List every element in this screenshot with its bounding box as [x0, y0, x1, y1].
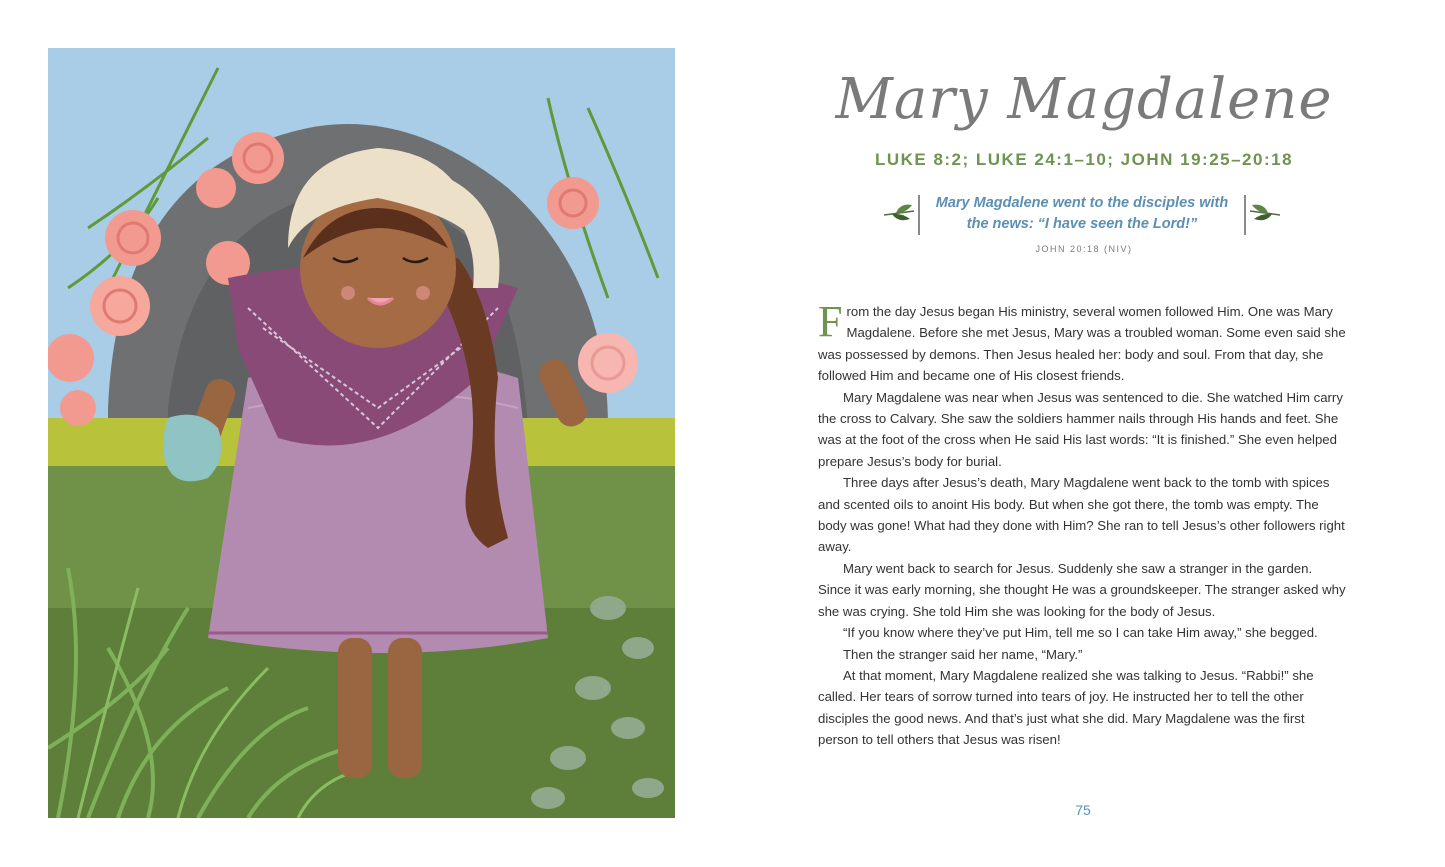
scripture-references: LUKE 8:2; LUKE 24:1–10; JOHN 19:25–20:18: [874, 150, 1294, 169]
paragraph: From the day Jesus began His ministry, several women followed Him. One was Mary Magdalene. Before she met Jesus, Mary was a troubled woman. Some even said she was possessed by demons. Then Jesus healed her: body and soul. From that day, she followed Him and became one of His closest friends.: [818, 297, 1346, 384]
verse-citation: JOHN 20:18 (NIV): [1035, 244, 1133, 254]
paragraph: “If you know where they’ve put Him, tell me so I can take Him away,” she begged.: [843, 625, 1318, 641]
story-body: [818, 297, 1348, 751]
paragraph: Mary went back to search for Jesus. Suddenly she saw a stranger in the garden. Since it was early morning, she thought He was a groundskeeper. The stranger asked why she was crying. She told Him she was looking for the body of Jesus.: [818, 560, 1346, 619]
key-verse: [882, 193, 1282, 239]
paragraph: Mary Magdalene was near when Jesus was sentenced to die. She watched Him carry the cross to Calvary. She saw the soldiers hammer nails through His hands and feet. She was at the foot of the cross when He said His last words: “It is finished.” She even helped prepare Jesus’s body for burial.: [818, 389, 1343, 469]
quote-divider-right: [1244, 195, 1246, 235]
paragraph: Then the stranger said her name, “Mary.”: [843, 646, 1083, 662]
leaf-sprig-icon: [1248, 203, 1282, 228]
drop-cap: F: [818, 297, 843, 346]
key-verse-text: Mary Magdalene went to the disciples with the news: “I have seen the Lord!”: [935, 195, 1229, 232]
doll-illustration: [48, 48, 675, 818]
doll-photo: [48, 48, 675, 818]
page-number: 75: [1075, 802, 1091, 818]
quote-divider-left: [918, 195, 920, 235]
paragraph: Three days after Jesus’s death, Mary Magdalene went back to the tomb with spices and scented oils to anoint His body. But when she got there, the tomb was empty. The body was gone! What had they done with Him? She ran to tell Jesus’s other followers right away.: [818, 475, 1345, 555]
page-title: Mary Magdalene: [835, 67, 1333, 132]
leaf-sprig-icon: [882, 203, 916, 228]
paragraph: At that moment, Mary Magdalene realized she was talking to Jesus. “Rabbi!” she called. Her tears of sorrow turned into tears of joy. He instructed her to tell the other disciples the good news. And that’s just what she did. Mary Magdalene was the first person to tell others that Jesus was risen!: [818, 667, 1314, 748]
